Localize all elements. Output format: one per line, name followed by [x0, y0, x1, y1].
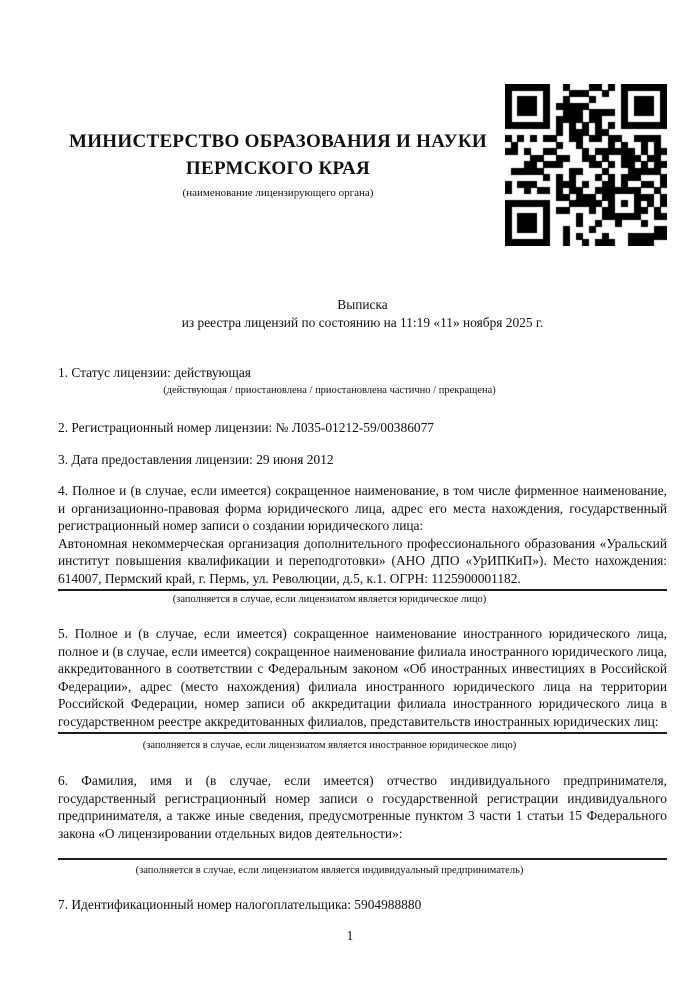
legal-entity-caption: (заполняется в случае, если лицензиатом является юридическое лицо) — [172, 594, 487, 605]
registration-number-text: 2. Регистрационный номер лицензии: № Л035-01212-59/00386077 — [58, 420, 434, 435]
document-title-line2: из реестра лицензий по состоянию на 11:19 «11» ноября 2025 г. — [181, 315, 544, 330]
license-status-options-caption: (действующая / приостановлена / приостановлена частично / прекращена) — [163, 385, 496, 396]
license-grant-date-text: 3. Дата предоставления лицензии: 29 июня 2012 — [58, 452, 334, 467]
document-title-line1: Выписка — [337, 297, 388, 312]
item-license-status — [58, 364, 667, 397]
ministry-name-line2: ПЕРМСКОГО КРАЯ — [185, 158, 371, 179]
foreign-legal-entity-label: 5. Полное и (в случае, если имеется) сокращенное наименование иностранного юридического лица, полное и (в случае, если имеется) сокращенное наименование филиала иностранного юридического лица, аккредитованного в соответствии с Федеральным законом «Об иностранных инвестициях в Российской Федерации», адрес (место нахождения) филиала иностранного юридического лица на территории Российской Федерации, номер записи об аккредитации филиала иностранного юридического лица в государственном реестре аккредитованных филиалов, представительств иностранных юридических лиц: — [58, 626, 667, 729]
page-number: 1 — [346, 928, 354, 943]
item-license-grant-date — [58, 451, 667, 469]
individual-entrepreneur-label: 6. Фамилия, имя и (в случае, если имеется) отчество индивидуального предпринимателя, государственный регистрационный номер записи о государственной регистрации индивидуального предпринимателя, а также иные сведения, предусмотренные пунктом 3 части 1 статьи 15 Федерального закона «О лицензировании отдельных видов деятельности»: — [58, 773, 667, 841]
foreign-legal-entity-caption: (заполняется в случае, если лицензиатом является иностранное юридическое лицо) — [142, 740, 517, 751]
ministry-name-line1: МИНИСТЕРСТВО ОБРАЗОВАНИЯ И НАУКИ — [68, 131, 488, 152]
qr-code — [505, 84, 667, 246]
document-title — [58, 296, 667, 332]
license-status-text: 1. Статус лицензии: действующая — [58, 365, 251, 380]
fill-in-line — [58, 589, 667, 591]
licensing-authority-caption: (наименование лицензирующего органа) — [182, 187, 374, 199]
taxpayer-number-text: 7. Идентификационный номер налогоплательщика: 5904988880 — [58, 897, 422, 912]
fill-in-line — [58, 858, 667, 860]
individual-entrepreneur-caption: (заполняется в случае, если лицензиатом является индивидуальный предприниматель) — [135, 865, 524, 876]
document-body — [58, 296, 667, 914]
item-foreign-legal-entity — [58, 625, 667, 752]
item-individual-entrepreneur — [58, 772, 667, 877]
item-legal-entity — [58, 482, 667, 606]
legal-entity-label: 4. Полное и (в случае, если имеется) сокращенное наименование, в том числе фирменное наименование, и организационно-правовая форма юридического лица, адрес его места нахождения, государственный регистрационный номер записи о создании юридического лица: — [58, 483, 667, 533]
item-taxpayer-number — [58, 896, 667, 914]
fill-in-line — [58, 732, 667, 734]
item-registration-number — [58, 419, 667, 437]
legal-entity-value: Автономная некоммерческая организация дополнительного профессионального образования «Уральский институт повышения квалификации и переподготовки» (АНО ДПО «УрИПКиП»). Место нахождения: 614007, Пермский край, г. Пермь, ул. Революции, д.5, к.1. ОГРН: 1125900001182. — [58, 535, 667, 586]
licensing-authority-header — [58, 128, 498, 199]
